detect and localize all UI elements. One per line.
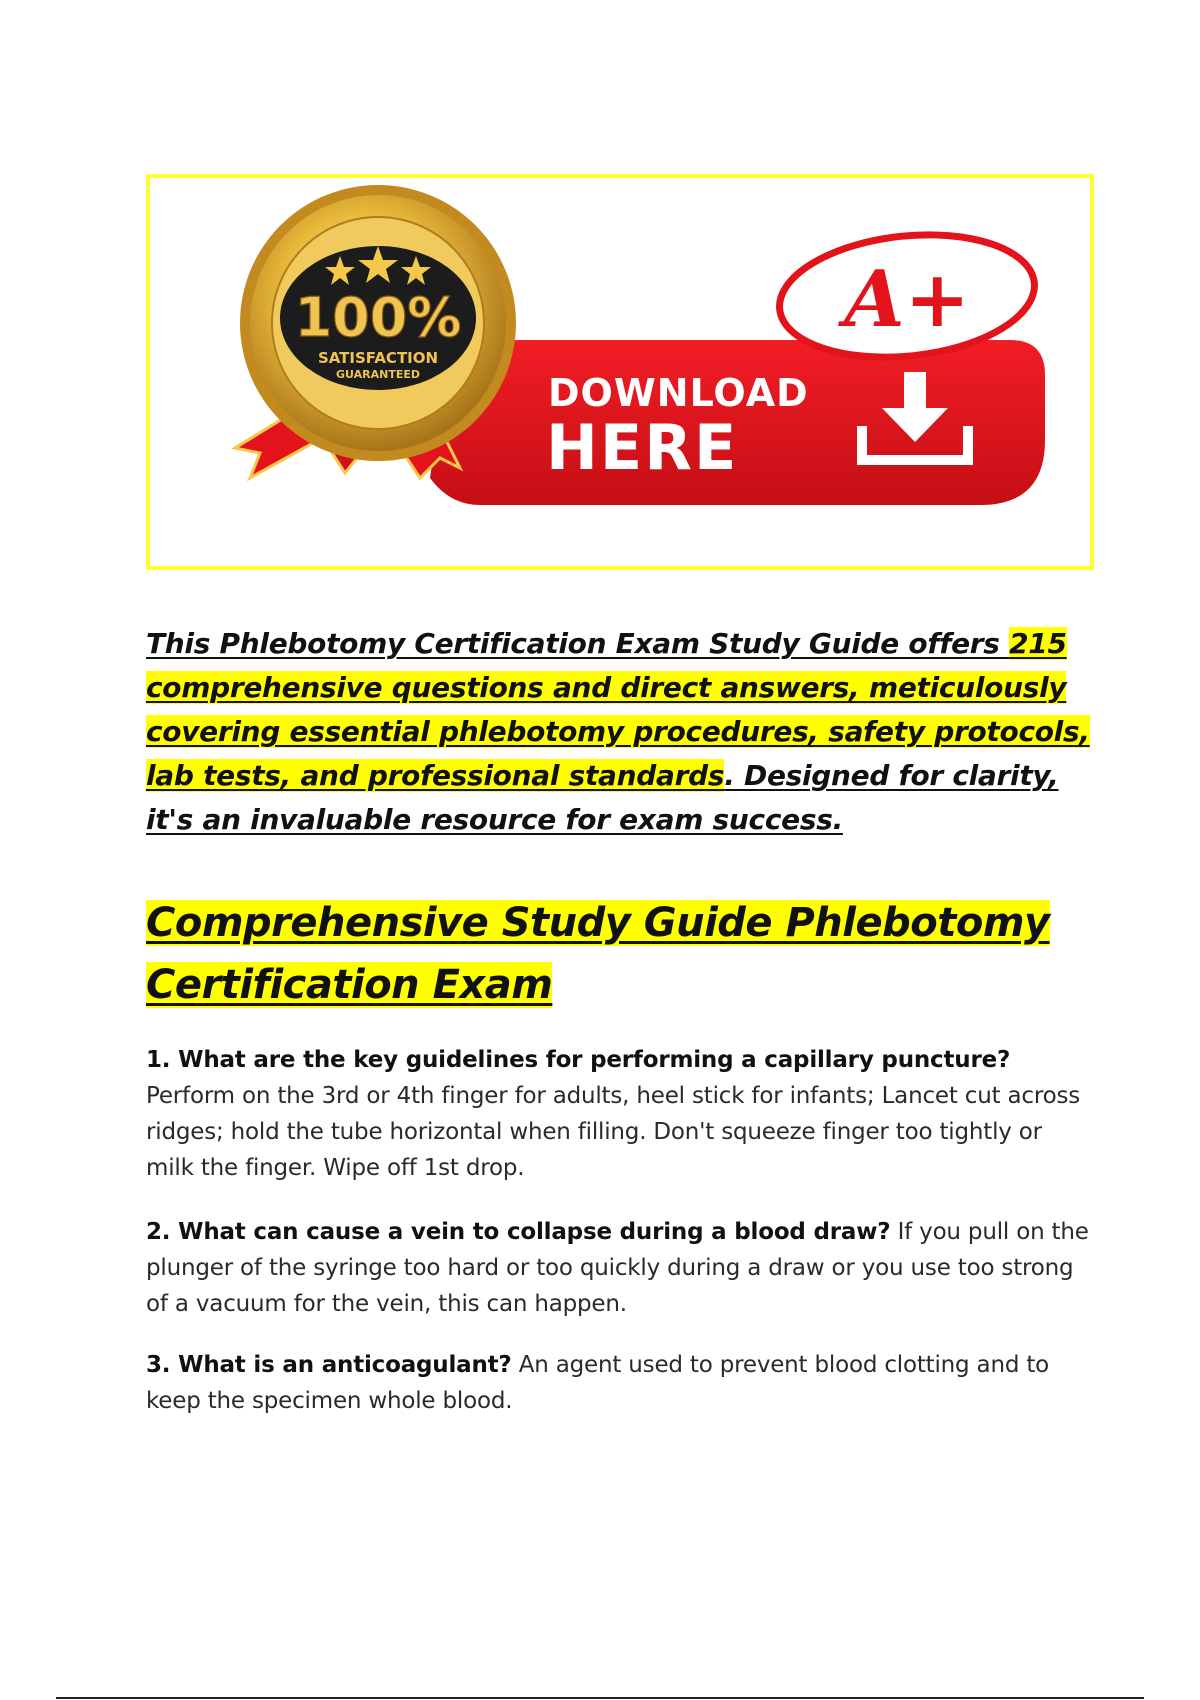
question-text: 3. What is an anticoagulant? (146, 1352, 512, 1378)
question-item (146, 1347, 1091, 1419)
grade-text: A+ (844, 254, 970, 345)
page-divider (56, 1697, 1144, 1699)
answer-text: Perform on the 3rd or 4th finger for adults, heel stick for infants; Lancet cut across ridges; hold the tube horizontal when filling. Don't squeeze finger too tightly or milk the finger. Wipe off 1st drop. (146, 1083, 1081, 1181)
question-text: 1. What are the key guidelines for performing a capillary puncture? (146, 1047, 1011, 1073)
intro-text-part2: . Designed for clarity, it's an invaluable resource for exam success. (146, 759, 1059, 836)
download-line1-text: DOWNLOAD (548, 371, 809, 415)
intro-paragraph (146, 622, 1091, 842)
answer-text: An agent used to prevent blood clotting and to keep the specimen whole blood. (146, 1352, 1050, 1414)
satisfaction-badge (240, 185, 516, 461)
question-item (146, 1042, 1091, 1186)
section-heading (146, 892, 1091, 1016)
download-banner-graphic (150, 178, 1090, 566)
section-heading-text: Comprehensive Study Guide Phlebotomy Certification Exam (146, 900, 1050, 1008)
intro-highlighted-text: 215 comprehensive questions and direct answers, meticulously covering essential phlebotomy procedures, safety protocols, lab tests, and professional standards (146, 627, 1090, 792)
question-item (146, 1214, 1091, 1322)
badge-line2-text: GUARANTEED (336, 368, 420, 381)
download-line2-text: HERE (546, 411, 739, 484)
badge-percent-text: 100% (294, 286, 462, 349)
badge-line1-text: SATISFACTION (317, 349, 439, 367)
download-button[interactable] (430, 340, 1045, 505)
question-text: 2. What can cause a vein to collapse during a blood draw? (146, 1219, 891, 1245)
answer-text: If you pull on the plunger of the syringe too hard or too quickly during a draw or you use too strong of a vacuum for the vein, this can happen. (146, 1219, 1089, 1317)
intro-text-part1: This Phlebotomy Certification Exam Study Guide offers (146, 627, 1010, 660)
download-banner[interactable] (146, 174, 1094, 570)
